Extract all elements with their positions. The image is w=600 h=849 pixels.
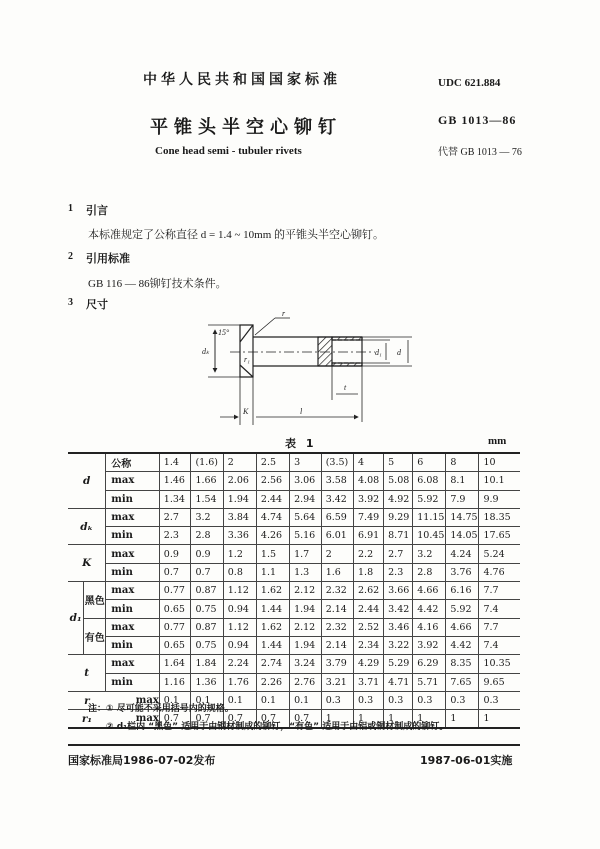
value-cell: 6.91 [354,527,384,545]
nominal-value: 5 [384,453,413,472]
value-cell: 3.92 [413,636,446,654]
value-cell: 2.3 [384,563,413,581]
value-cell: 2.8 [413,563,446,581]
replaces-standard: 代替 GB 1013 — 76 [438,147,522,158]
value-cell: 1.54 [191,490,223,508]
value-cell: 0.1 [290,691,322,709]
value-cell: 0.8 [223,563,256,581]
d-label: d [397,348,401,357]
value-cell: 4.42 [413,600,446,618]
value-cell: 3.76 [446,563,479,581]
section-2-number: 2 [68,251,73,262]
value-cell: 10.45 [413,527,446,545]
value-cell: 3.71 [354,673,384,691]
value-cell: 3.22 [384,636,413,654]
nominal-value: 4 [354,453,384,472]
value-cell: 1.64 [159,655,191,673]
limit-cell: min [106,673,160,691]
value-cell: 9.9 [479,490,520,508]
limit-cell: max [106,545,160,563]
value-cell: 2.32 [321,618,353,636]
value-cell: 5.92 [446,600,479,618]
value-cell: 2.34 [354,636,384,654]
value-cell: 8.1 [446,472,479,490]
limit-cell: min [106,563,160,581]
table-row [68,582,520,600]
value-cell: 5.29 [384,655,413,673]
value-cell: 10.1 [479,472,520,490]
value-cell: 0.77 [159,582,191,600]
value-cell: 2.24 [223,655,256,673]
value-cell: 14.05 [446,527,479,545]
value-cell: 7.7 [479,582,520,600]
value-cell: 7.4 [479,600,520,618]
value-cell: 4.66 [446,618,479,636]
limit-cell: min [106,490,160,508]
limit-cell: max [106,691,160,709]
note-2: ② d₁栏内 “黑色” 适用于由钢材制成的铆钉，“有色” 适用于由铝或铜材制成的铆钉。 [106,722,449,732]
r1-label: r₁ [244,355,250,364]
value-cell: 6.59 [321,508,353,526]
value-cell: 0.77 [159,618,191,636]
value-cell: 4.76 [479,563,520,581]
value-cell: 4.92 [384,490,413,508]
nominal-value: 2.5 [256,453,289,472]
value-cell: 1.3 [290,563,322,581]
r-label: r [282,310,286,318]
value-cell: 2.56 [256,472,289,490]
value-cell: 2.32 [321,582,353,600]
value-cell: 1.6 [321,563,353,581]
param-cell: K [68,545,106,582]
value-cell: 4.71 [384,673,413,691]
standard-organization: 中华人民共和国国家标准 [143,72,341,88]
section-1-number: 1 [68,203,73,214]
value-cell: 0.1 [223,691,256,709]
value-cell: 2.44 [354,600,384,618]
limit-cell: max [106,655,160,673]
value-cell: 1.46 [159,472,191,490]
value-cell: 4.16 [413,618,446,636]
value-cell: 5.71 [413,673,446,691]
value-cell: 0.7 [256,710,289,729]
table-caption: 表 1 [285,437,317,450]
value-cell: 0.7 [191,563,223,581]
nominal-value: 1.4 [159,453,191,472]
value-cell: 3.24 [290,655,322,673]
value-cell: 8.35 [446,655,479,673]
value-cell: 0.7 [191,710,223,729]
value-cell: 3.46 [384,618,413,636]
section-2-title: 引用标准 [86,252,130,265]
value-cell: 7.9 [446,490,479,508]
limit-cell: min [106,636,160,654]
value-cell: 7.65 [446,673,479,691]
section-1-body: 本标准规定了公称直径 d = 1.4 ~ 10mm 的平锥头半空心铆钉。 [88,229,385,241]
table-row [68,490,520,508]
value-cell: 4.24 [446,545,479,563]
section-3-number: 3 [68,297,73,308]
value-cell: 0.3 [446,691,479,709]
value-cell: 1 [384,710,413,729]
value-cell: 1.16 [159,673,191,691]
value-cell: 1.94 [290,600,322,618]
value-cell: 2.44 [256,490,289,508]
value-cell: 1 [354,710,384,729]
section-2-body: GB 116 — 86铆钉技术条件。 [88,278,227,290]
nominal-value: 2 [223,453,256,472]
value-cell: 2.7 [159,508,191,526]
value-cell: 3.92 [354,490,384,508]
value-cell: 17.65 [479,527,520,545]
param-cell: dₖ [68,508,106,545]
value-cell: 2.12 [290,618,322,636]
document-title-en: Cone head semi - tubuler rivets [155,145,302,157]
value-cell: 1.76 [223,673,256,691]
value-cell: 5.92 [413,490,446,508]
document-title-cn: 平锥头半空心铆钉 [150,117,342,138]
table-row [68,508,520,526]
value-cell: 5.64 [290,508,322,526]
nominal-value: 10 [479,453,520,472]
value-cell: 1 [321,710,353,729]
nominal-value: 6 [413,453,446,472]
implementation-date: 1987-06-01实施 [420,754,513,767]
limit-cell: min [106,600,160,618]
material-cell: 黑色 [84,582,106,619]
value-cell: 4.42 [446,636,479,654]
value-cell: 3.21 [321,673,353,691]
value-cell: 0.9 [191,545,223,563]
value-cell: 0.3 [413,691,446,709]
value-cell: 2.2 [354,545,384,563]
value-cell: 0.65 [159,600,191,618]
value-cell: 1.34 [159,490,191,508]
value-cell: 0.65 [159,636,191,654]
value-cell: 5.24 [479,545,520,563]
value-cell: 2.52 [354,618,384,636]
table-row [68,545,520,563]
param-cell: r [68,691,106,709]
value-cell: 1 [479,710,520,729]
table-row [68,655,520,673]
table-row [68,527,520,545]
value-cell: 0.7 [159,563,191,581]
nominal-value: 3 [290,453,322,472]
value-cell: 0.7 [159,710,191,729]
rivet-dimension-diagram [190,310,430,430]
t-label: t [344,383,347,392]
value-cell: 3.58 [321,472,353,490]
value-cell: 18.35 [479,508,520,526]
value-cell: 0.94 [223,600,256,618]
value-cell: 7.7 [479,618,520,636]
value-cell: 0.7 [290,710,322,729]
param-cell: t [68,655,106,692]
value-cell: 4.66 [413,582,446,600]
value-cell: 4.29 [354,655,384,673]
value-cell: 3.84 [223,508,256,526]
value-cell: 6.01 [321,527,353,545]
value-cell: 0.1 [191,691,223,709]
value-cell: 1.44 [256,600,289,618]
value-cell: 2.3 [159,527,191,545]
value-cell: 2.94 [290,490,322,508]
value-cell: 0.87 [191,582,223,600]
value-cell: 1.8 [354,563,384,581]
nominal-value: 8 [446,453,479,472]
value-cell: 6.16 [446,582,479,600]
value-cell: 1.5 [256,545,289,563]
value-cell: 0.1 [256,691,289,709]
limit-cell: max [106,618,160,636]
table-row [68,563,520,581]
table-row [68,618,520,636]
section-1-title: 引言 [86,204,108,217]
param-cell: d [68,453,106,508]
value-cell: 3.2 [191,508,223,526]
value-cell: 0.1 [159,691,191,709]
value-cell: 2.14 [321,600,353,618]
value-cell: 1.62 [256,582,289,600]
section-3-title: 尺寸 [86,298,108,311]
value-cell: 1.44 [256,636,289,654]
note-1: 注：① 尽可能不采用括号内的规格。 [88,704,234,714]
value-cell: 4.74 [256,508,289,526]
d1-label: d₁ [375,348,382,357]
value-cell: 2.7 [384,545,413,563]
value-cell: 1.66 [191,472,223,490]
value-cell: 7.4 [479,636,520,654]
value-cell: 1.7 [290,545,322,563]
value-cell: 4.26 [256,527,289,545]
value-cell: 0.3 [321,691,353,709]
value-cell: 2 [321,545,353,563]
nominal-value: (3.5) [321,453,353,472]
value-cell: 1.36 [191,673,223,691]
limit-cell: max [106,472,160,490]
value-cell: 0.7 [223,710,256,729]
value-cell: 7.49 [354,508,384,526]
value-cell: 3.42 [321,490,353,508]
value-cell: 11.15 [413,508,446,526]
value-cell: 2.76 [290,673,322,691]
value-cell: 0.87 [191,618,223,636]
value-cell: 5.08 [384,472,413,490]
nominal-label: 公称 [106,453,160,472]
value-cell: 1.1 [256,563,289,581]
value-cell: 2.62 [354,582,384,600]
value-cell: 9.65 [479,673,520,691]
value-cell: 1 [446,710,479,729]
value-cell: 5.16 [290,527,322,545]
value-cell: 3.66 [384,582,413,600]
value-cell: 3.42 [384,600,413,618]
l-label: l [300,407,303,416]
limit-cell: max [106,508,160,526]
table-notes [88,700,448,736]
value-cell: 4.08 [354,472,384,490]
value-cell: 1.12 [223,618,256,636]
value-cell: 3.79 [321,655,353,673]
value-cell: 2.8 [191,527,223,545]
udc-number: UDC 621.884 [438,77,501,89]
value-cell: 2.06 [223,472,256,490]
value-cell: 3.36 [223,527,256,545]
material-cell: 有色 [84,618,106,655]
value-cell: 1.94 [223,490,256,508]
value-cell: 14.75 [446,508,479,526]
value-cell: 8.71 [384,527,413,545]
value-cell: 0.75 [191,600,223,618]
value-cell: 1.94 [290,636,322,654]
limit-cell: max [106,710,160,729]
value-cell: 1.2 [223,545,256,563]
value-cell: 2.74 [256,655,289,673]
param-cell: r₁ [68,710,106,729]
value-cell: 0.3 [384,691,413,709]
table-row [68,636,520,654]
footer-divider [68,744,520,746]
dimensions-table [68,452,520,729]
value-cell: 10.35 [479,655,520,673]
value-cell: 0.3 [354,691,384,709]
limit-cell: min [106,527,160,545]
value-cell: 9.29 [384,508,413,526]
value-cell: 2.12 [290,582,322,600]
value-cell: 3.2 [413,545,446,563]
value-cell: 1 [413,710,446,729]
value-cell: 2.14 [321,636,353,654]
value-cell: 1.84 [191,655,223,673]
limit-cell: max [106,582,160,600]
dk-label: dₖ [202,347,210,356]
k-label: K [243,407,249,416]
table-row [68,600,520,618]
value-cell: 6.29 [413,655,446,673]
table-row [68,472,520,490]
value-cell: 1.62 [256,618,289,636]
table-row [68,673,520,691]
value-cell: 6.08 [413,472,446,490]
value-cell: 0.94 [223,636,256,654]
value-cell: 0.9 [159,545,191,563]
angle-label: 15° [218,328,230,337]
table-unit: mm [488,435,507,447]
value-cell: 2.26 [256,673,289,691]
value-cell: 1.12 [223,582,256,600]
value-cell: 0.3 [479,691,520,709]
param-cell: d₁ [68,582,84,655]
value-cell: 0.75 [191,636,223,654]
nominal-value: (1.6) [191,453,223,472]
table-row-nominal [68,453,520,472]
value-cell: 3.06 [290,472,322,490]
issue-date: 国家标准局1986-07-02发布 [68,754,216,767]
gb-code: GB 1013—86 [438,113,517,127]
